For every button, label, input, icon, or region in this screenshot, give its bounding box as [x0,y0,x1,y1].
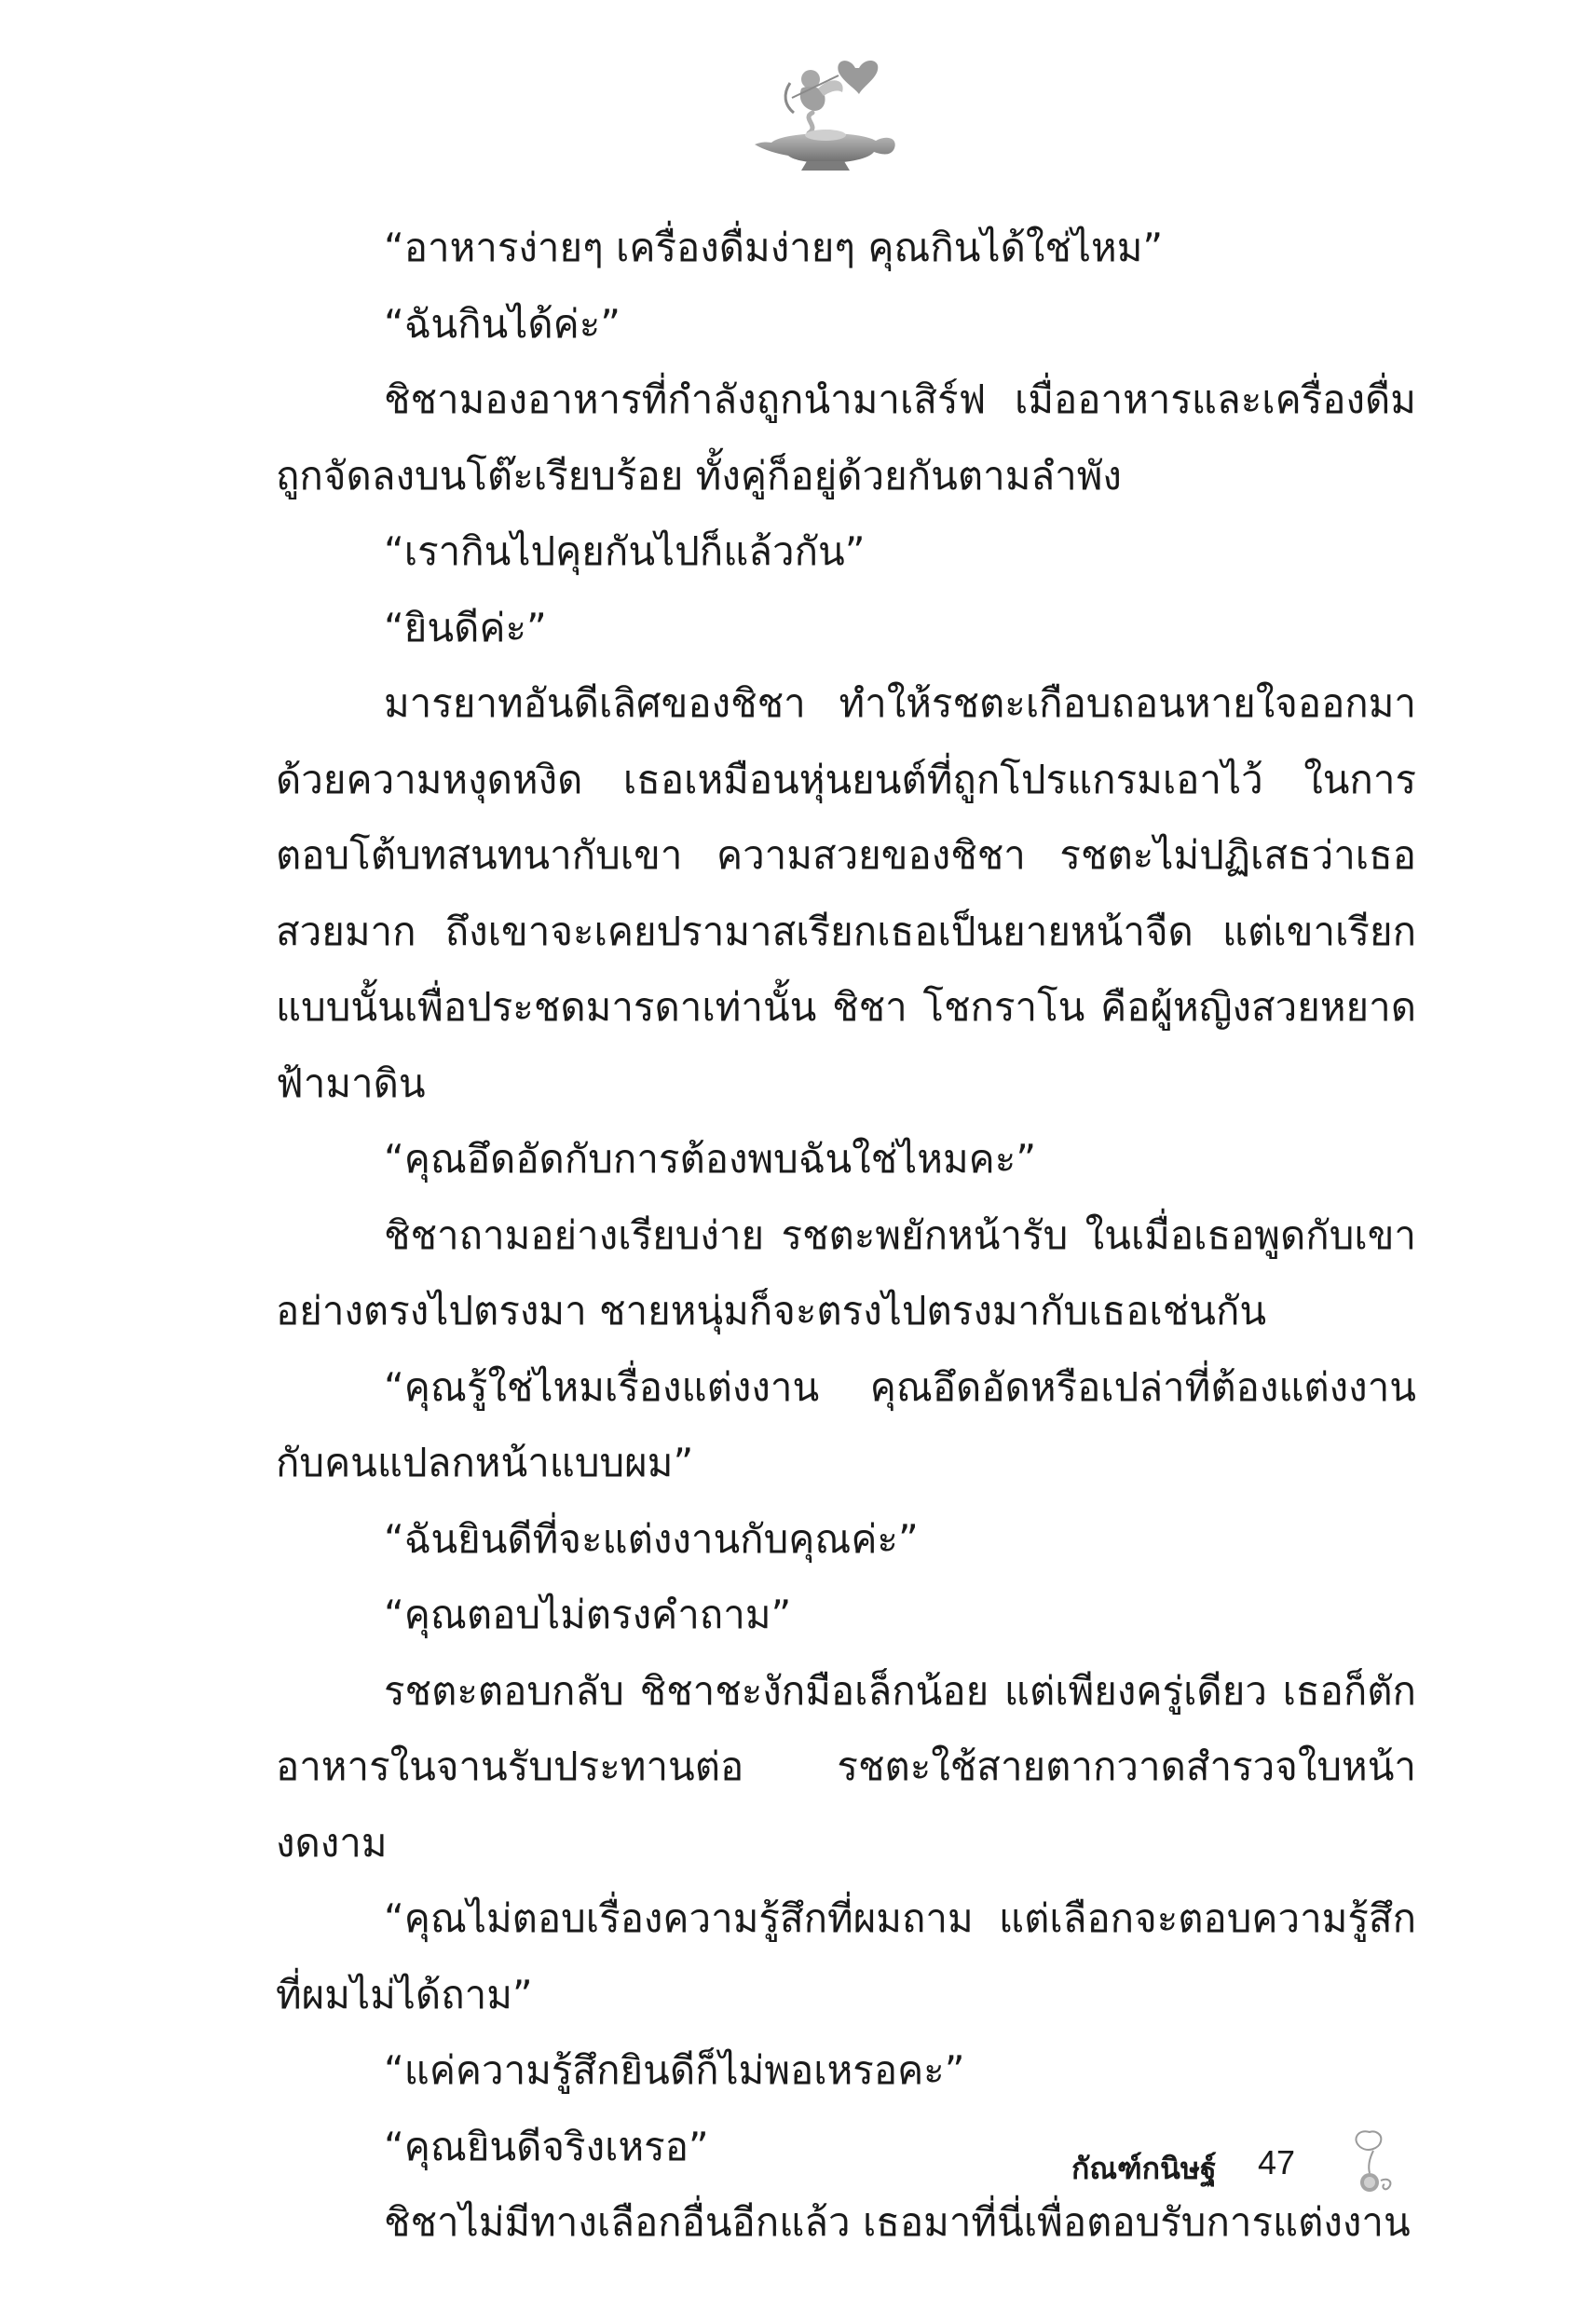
paragraph: “อาหารง่ายๆ เครื่องดื่มง่ายๆ คุณกินได้ใช่ไหม” [384,225,1164,270]
paragraph: ชิชาไม่มีทางเลือกอื่นอีกแล้ว เธอมาที่นี่เพื่อตอบรับการแต่งงาน [384,2199,1411,2245]
paragraph: “คุณยินดีจริงเหรอ” [384,2123,709,2169]
paragraph: ชิชามองอาหารที่กำลังถูกนำมาเสิร์ฟ เมื่ออาหารและเครื่องดื่มถูกจัดลงบนโต๊ะเรียบร้อย ทั้งคู่ก็อยู่ด้วยกันตามลำพัง [276,376,1416,499]
page-number: 47 [1258,2143,1296,2181]
paragraph: “คุณอึดอัดกับการต้องพบฉันใช่ไหมคะ” [384,1136,1037,1182]
paragraph: “เรากินไปคุยกันไปก็แล้วกัน” [384,528,866,574]
paragraph: มารยาทอันดีเลิศของชิชา ทำให้รชตะเกือบถอนหายใจออกมาด้วยความหงุดหงิด เธอเหมือนหุ่นยนต์ที่ถูกโปรแกรมเอาไว้ ในการตอบโต้บทสนทนากับเขา ความสวยของชิชา รชตะไม่ปฏิเสธว่าเธอสวยมาก ถึงเขาจะเคยปรามาสเรียกเธอเป็นยายหน้าจืด แต่เขาเรียกแบบนั้นเพื่อประชดมารดาเท่านั้น ชิชา โชกราโน คือผู้หญิงสวยหยาดฟ้ามาดิน [276,680,1416,1106]
paragraph: “คุณรู้ใช่ไหมเรื่องแต่งงาน คุณอึดอัดหรือเปล่าที่ต้องแต่งงานกับคนแปลกหน้าแบบผม” [276,1363,1416,1485]
paragraph: “แค่ความรู้สึกยินดีก็ไม่พอเหรอคะ” [384,2047,965,2093]
paragraph: “คุณไม่ตอบเรื่องความรู้สึกที่ผมถาม แต่เลือกจะตอบความรู้สึกที่ผมไม่ได้ถาม” [276,1895,1416,2017]
paragraph: “ฉันยินดีที่จะแต่งงานกับคุณค่ะ” [384,1515,919,1562]
pendant-icon [1342,2125,1407,2199]
body-text [276,210,1416,2261]
page-footer [1071,2125,1463,2208]
magic-lamp-icon [745,51,904,177]
paragraph: ชิชาถามอย่างเรียบง่าย รชตะพยักหน้ารับ ในเมื่อเธอพูดกับเขาอย่างตรงไปตรงมา ชายหนุ่มก็จะตรงไปตรงมากับเธอเช่นกัน [276,1211,1416,1333]
paragraph: “คุณตอบไม่ตรงคำถาม” [384,1592,792,1637]
paragraph: “ยินดีค่ะ” [384,604,547,650]
paragraph: “ฉันกินได้ค่ะ” [384,300,621,347]
book-title: กัณฑ์กนิษฐ์ [1071,2151,1217,2186]
paragraph: รชตะตอบกลับ ชิชาชะงักมือเล็กน้อย แต่เพียงครู่เดียว เธอก็ตักอาหารในจานรับประทานต่อ รชตะใช้สายตากวาดสำรวจใบหน้างดงาม [276,1667,1416,1866]
